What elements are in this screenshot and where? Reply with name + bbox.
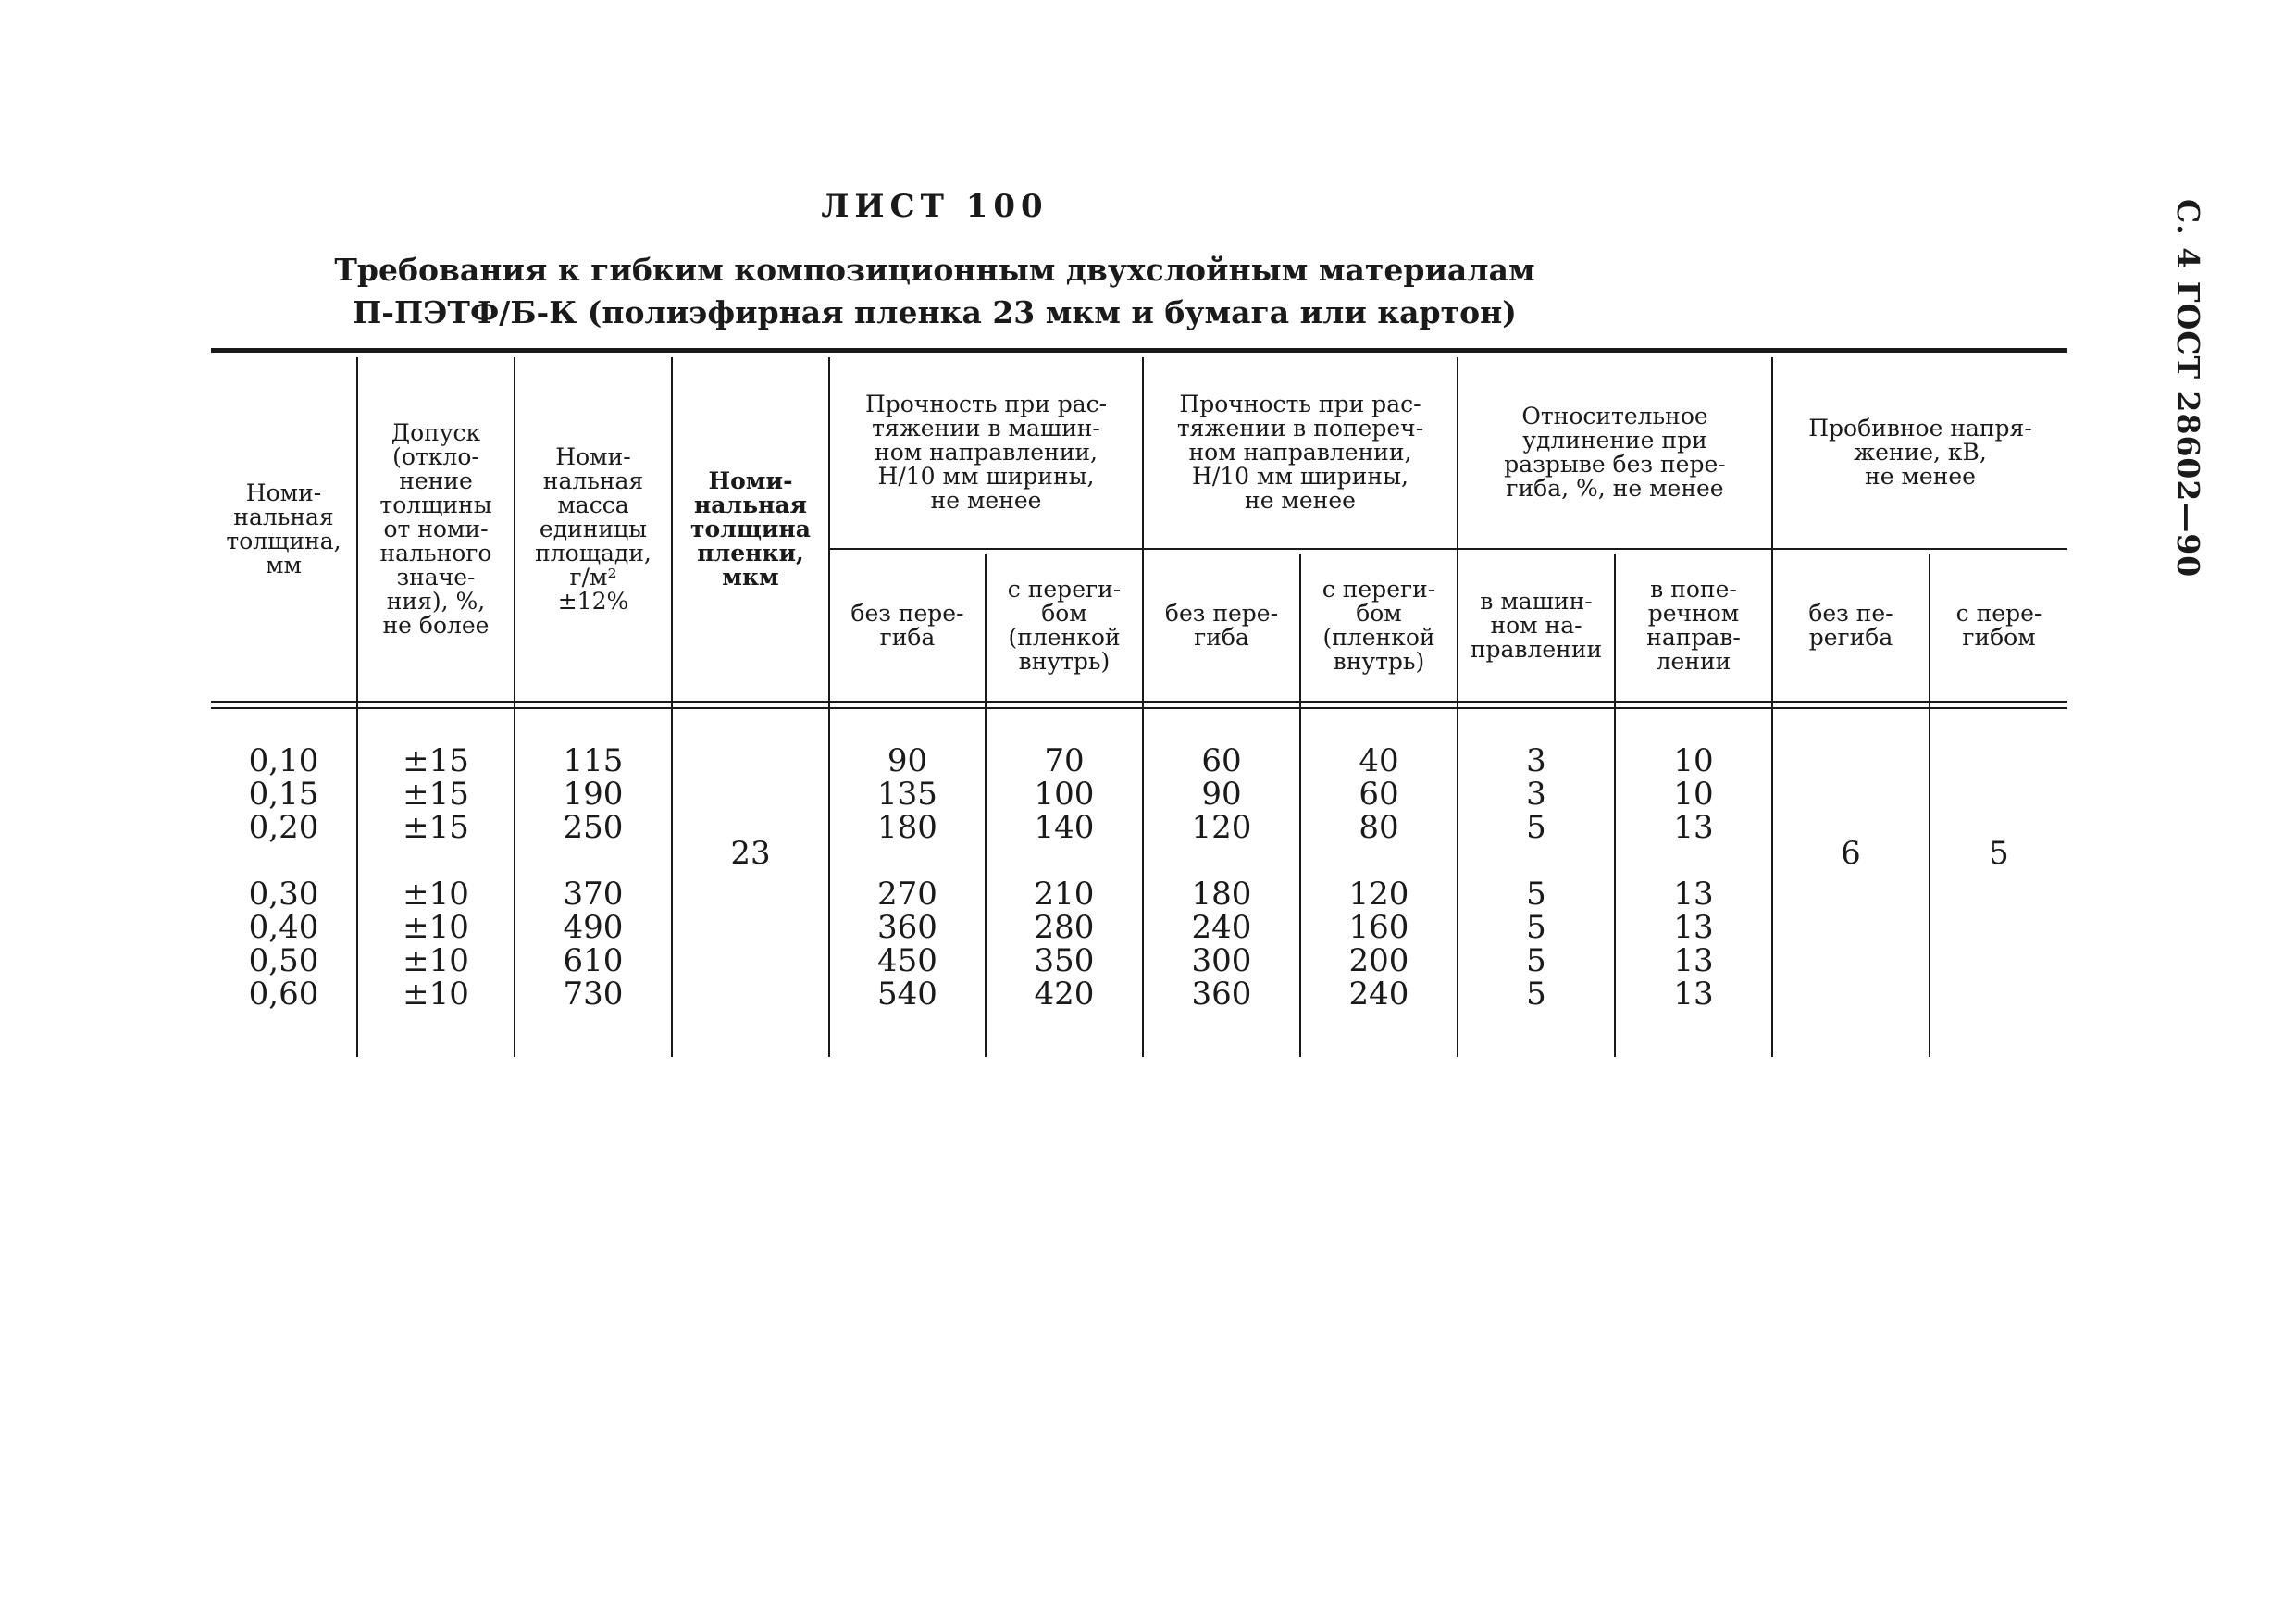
- table-cell: 70: [1044, 742, 1085, 779]
- table-cell: 350: [1034, 942, 1095, 979]
- table-cell: 450: [877, 942, 937, 979]
- table-cell: 135: [877, 776, 937, 813]
- table-cell: ±10: [403, 876, 469, 913]
- header-elongation: Относительное удлинение при разрыве без пере- гиба, %, не менее: [1504, 403, 1726, 502]
- subheader-strength-transverse-with-fold: с переги- бом (пленкой внутрь): [1322, 575, 1436, 675]
- merged-breakdown-no-fold: 6: [1841, 835, 1861, 872]
- table-cell: 5: [1526, 909, 1546, 946]
- table-cell: 730: [563, 976, 624, 1013]
- table-cell: 13: [1673, 809, 1714, 846]
- table-cell: ±15: [403, 742, 469, 779]
- document-subtitle-line2: П-ПЭТФ/Б-К (полиэфирная пленка 23 мкм и бумага или картон): [353, 294, 1517, 330]
- table-cell: 0,15: [248, 776, 319, 813]
- document-subtitle-line1: Требования к гибким композиционным двухслойным материалам: [334, 252, 1535, 288]
- table-cell: 360: [1191, 976, 1252, 1013]
- subheader-strength-machine-with-fold: с переги- бом (пленкой внутрь): [1007, 575, 1122, 675]
- table-cell: 80: [1359, 809, 1399, 846]
- header-film-thickness: Номи- нальная толщина пленки, мкм: [690, 466, 811, 591]
- table-cell: 0,50: [248, 942, 319, 979]
- table-cell: 0,20: [248, 809, 319, 846]
- table-cell: 180: [877, 809, 937, 846]
- table-cell: ±10: [403, 942, 469, 979]
- subheader-breakdown-with-fold: с пере- гибом: [1955, 599, 2042, 651]
- sheet-title: ЛИСТ 100: [821, 188, 1049, 225]
- table-cell: 5: [1526, 809, 1546, 846]
- merged-breakdown-with-fold: 5: [1989, 835, 2009, 872]
- table-cell: 300: [1191, 942, 1252, 979]
- table-cell: 60: [1201, 742, 1242, 779]
- table-cell: 140: [1034, 809, 1095, 846]
- table-cell: 0,30: [248, 876, 319, 913]
- table-cell: 200: [1348, 942, 1409, 979]
- table-cell: 490: [563, 909, 624, 946]
- merged-film-thickness: 23: [730, 835, 771, 872]
- table-cell: 0,40: [248, 909, 319, 946]
- table-cell: 100: [1034, 776, 1095, 813]
- table-cell: 13: [1673, 976, 1714, 1013]
- standard-page-label: С. 4 ГОСТ 28602—90: [2170, 199, 2206, 578]
- subheader-strength-machine-no-fold: без пере- гиба: [850, 599, 964, 651]
- table-cell: 5: [1526, 876, 1546, 913]
- table-cell: 90: [1201, 776, 1242, 813]
- table-cell: 250: [563, 809, 624, 846]
- table-cell: 610: [563, 942, 624, 979]
- table-top-rule: [211, 348, 2067, 353]
- table-cell: 420: [1034, 976, 1095, 1013]
- header-nominal-thickness: Номи- нальная толщина, мм: [226, 479, 341, 578]
- header-bottom-rule-2: [211, 707, 2067, 709]
- header-tolerance: Допуск (откло- нение толщины от номи- нального значе- ния), %, не более: [379, 418, 492, 639]
- table-cell: 240: [1191, 909, 1252, 946]
- table-cell: 10: [1673, 776, 1714, 813]
- subheader-elongation-transverse: в попе- речном направ- лении: [1646, 575, 1741, 675]
- table-cell: 370: [563, 876, 624, 913]
- table-cell: ±15: [403, 776, 469, 813]
- header-breakdown-voltage: Пробивное напря- жение, кВ, не менее: [1808, 415, 2032, 490]
- requirements-table: [211, 348, 2067, 1057]
- table-cell: 13: [1673, 942, 1714, 979]
- table-cell: 5: [1526, 976, 1546, 1013]
- table-cell: 210: [1034, 876, 1095, 913]
- table-cell: 540: [877, 976, 937, 1013]
- table-cell: 190: [563, 776, 624, 813]
- table-cell: 240: [1348, 976, 1409, 1013]
- table-cell: 160: [1348, 909, 1409, 946]
- table-cell: 270: [877, 876, 937, 913]
- header-bottom-rule-1: [211, 701, 2067, 703]
- table-cell: 180: [1191, 876, 1252, 913]
- header-nominal-mass: Номи- нальная масса единицы площади, г/м² ±12%: [535, 442, 652, 615]
- table-cell: 0,10: [248, 742, 319, 779]
- table-cell: 90: [887, 742, 928, 779]
- table-cell: 40: [1359, 742, 1399, 779]
- table-cell: 0,60: [248, 976, 319, 1013]
- table-cell: ±15: [403, 809, 469, 846]
- table-cell: 60: [1359, 776, 1399, 813]
- header-strength-machine: Прочность при рас- тяжении в машин- ном направлении, Н/10 мм ширины, не менее: [864, 391, 1108, 514]
- table-cell: 120: [1348, 876, 1409, 913]
- table-cell: 13: [1673, 909, 1714, 946]
- table-cell: 13: [1673, 876, 1714, 913]
- table-cell: 3: [1526, 776, 1546, 813]
- table-cell: ±10: [403, 909, 469, 946]
- subheader-elongation-machine: в машин- ном на- правлении: [1470, 587, 1603, 663]
- table-cell: 3: [1526, 742, 1546, 779]
- table-cell: 120: [1191, 809, 1252, 846]
- header-strength-transverse: Прочность при рас- тяжении в попереч- ном направлении, Н/10 мм ширины, не менее: [1176, 391, 1424, 514]
- table-cell: 115: [563, 742, 624, 779]
- table-cell: 10: [1673, 742, 1714, 779]
- subheader-breakdown-no-fold: без пе- региба: [1808, 599, 1893, 651]
- table-cell: 5: [1526, 942, 1546, 979]
- table-cell: 360: [877, 909, 937, 946]
- subheader-strength-transverse-no-fold: без пере- гиба: [1164, 599, 1279, 651]
- table-cell: ±10: [403, 976, 469, 1013]
- table-cell: 280: [1034, 909, 1095, 946]
